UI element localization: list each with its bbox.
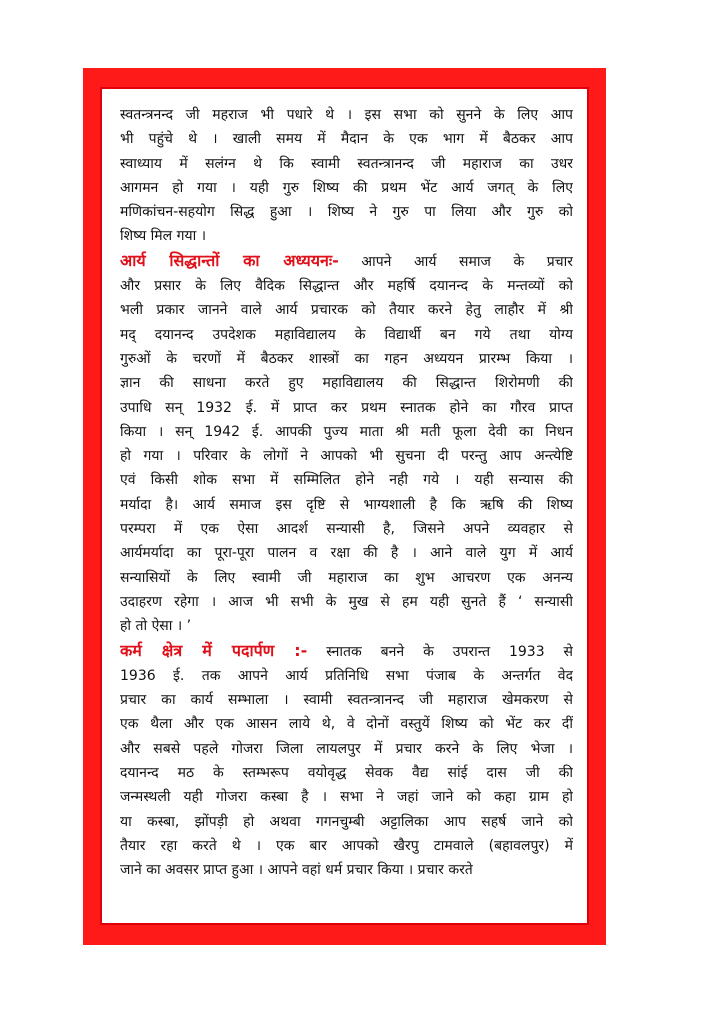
text-line: मर्यादा है। आर्य समाज इस दृष्टि से भाग्यशाली है कि ऋषि की शिष्य xyxy=(120,496,573,513)
text-line: या कस्बा, झोंपड़ी हो अथवा गगनचुम्बी अट्टालिका आप सहर्ष जाने को xyxy=(120,813,573,830)
text-line: गुरुओं के चरणों में बैठकर शास्त्रों का गहन अध्ययन प्रारम्भ किया । xyxy=(120,350,573,367)
text-line: स्वतन्त्रनन्द जी महराज भी पधारे थे । इस सभा को सुनने के लिए आप xyxy=(120,107,573,123)
section-line xyxy=(120,639,573,664)
section-heading-arya-siddhant: आर्य सिद्धान्तों का अध्ययनः- xyxy=(120,250,339,270)
text-line: ज्ञान की साधना करते हुए महाविद्यालय की सिद्धान्त शिरोमणी की xyxy=(120,375,573,392)
text-line: प्रचार का कार्य सम्भाला । स्वामी स्वतन्त्रानन्द जी महाराज खेमकरण से xyxy=(120,692,573,709)
text-line: आर्यमर्यादा का पूरा-पूरा पालन व रक्षा की है । आने वाले युग में आर्य xyxy=(120,545,573,562)
text-line: सन्यासियों के लिए स्वामी जी महाराज का शुभ आचरण एक अनन्य xyxy=(120,569,573,586)
text-line: मद् दयानन्द उपदेशक महाविद्यालय के विद्यार्थी बन गये तथा योग्य xyxy=(120,326,573,343)
text-line: तैयार रहा करते थे । एक बार आपको खैरपु टामवाले (बहावलपुर) में xyxy=(120,837,573,854)
section-line xyxy=(120,249,573,274)
text-line: मणिकांचन-सहयोग सिद्ध हुआ । शिष्य ने गुरु पा लिया और गुरु को xyxy=(120,204,573,221)
text-line: आगमन हो गया । यही गुरु शिष्य की प्रथम भेंट आर्य जगत् के लिए xyxy=(120,179,573,196)
text-line: परम्परा में एक ऐसा आदर्श सन्यासी है, जिसने अपने व्यवहार से xyxy=(120,521,573,538)
text-fragment: आपने आर्य समाज के प्रचार xyxy=(361,253,573,270)
text-line: किया । सन् 1942 ई. आपकी पुज्य माता श्री मती फूला देवी का निधन xyxy=(120,423,573,440)
section-heading-karm-kshetra: कर्म क्षेत्र में पदार्पण :- xyxy=(120,640,308,660)
text-line: भली प्रकार जानने वाले आर्य प्रचारक को तैयार करने हेतु लाहौर में श्री xyxy=(120,302,573,319)
text-line: एक थैला और एक आसन लाये थे, वे दोनों वस्तुयें शिष्य को भेंट कर दीं xyxy=(120,716,573,733)
text-line: उपाधि सन् 1932 ई. में प्राप्त कर प्रथम स्नातक होने का गौरव प्राप्त xyxy=(120,399,573,416)
text-line: और प्रसार के लिए वैदिक सिद्धान्त और महर्षि दयानन्द के मन्तव्यों को xyxy=(120,278,573,295)
text-line: जाने का अवसर प्राप्त हुआ । आपने वहां धर्म प्रचार किया । प्रचार करते xyxy=(120,862,473,879)
text-line: 1936 ई. तक आपने आर्य प्रतिनिधि सभा पंजाब के अन्तर्गत वेद xyxy=(120,667,573,684)
text-line: दयानन्द मठ के स्तम्भरूप वयोवृद्ध सेवक वैद्य सांई दास जी की xyxy=(120,765,573,782)
text-line: हो गया । परिवार के लोगों ने आपको भी सुचना दी परन्तु आप अन्त्येष्टि xyxy=(120,448,573,465)
text-panel xyxy=(100,87,589,925)
text-line: स्वाध्याय में सलंग्न थे कि स्वामी स्वतन्त्रानन्द जी महाराज का उधर xyxy=(120,155,573,172)
text-line: उदाहरण रहेगा । आज भी सभी के मुख से हम यही सुनते हैं ‘ सन्यासी xyxy=(120,593,573,610)
text-line: भी पहुंचे थे । खाली समय में मैदान के एक भाग में बैठकर आप xyxy=(120,131,573,148)
red-page-border xyxy=(83,68,606,945)
text-line: जन्मस्थली यही गोजरा कस्बा है । सभा ने जहां जाने को कहा ग्राम हो xyxy=(120,789,573,806)
text-line: हो तो ऐसा । ’ xyxy=(120,618,192,635)
text-fragment: स्नातक बनने के उपरान्त 1933 से xyxy=(326,643,573,660)
document-body xyxy=(120,103,573,883)
text-line: एवं किसी शोक सभा में सम्मिलित होने नही गये । यही सन्यास की xyxy=(120,472,573,489)
text-line: शिष्य मिल गया । xyxy=(120,228,207,245)
text-line: और सबसे पहले गोजरा जिला लायलपुर में प्रचार करने के लिए भेजा । xyxy=(120,740,573,757)
